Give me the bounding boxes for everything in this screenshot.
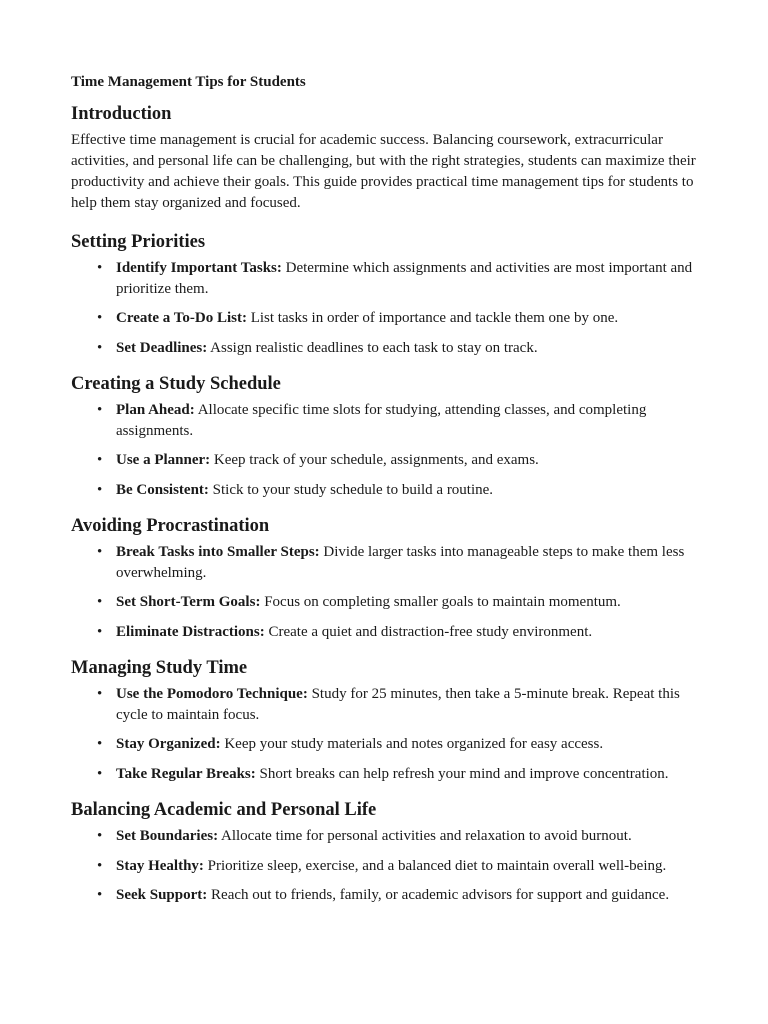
item-label: Use the Pomodoro Technique: [116, 686, 308, 702]
bullet-list [71, 826, 698, 906]
list-item [71, 734, 698, 755]
bullet-icon: • [97, 402, 103, 418]
list-item [71, 622, 698, 643]
introduction-paragraph: Effective time management is crucial for academic success. Balancing coursework, extracurricular activities, and personal life can be challenging, but with the right strategies, students can maximize their productivity and achieve their goals. This guide provides practical time management tips for students to help them stay organized and focused. [71, 132, 696, 211]
section-balancing-life [71, 798, 698, 906]
section-heading: Managing Study Time [71, 658, 248, 678]
item-label: Seek Support: [116, 887, 208, 903]
bullet-icon: • [97, 310, 103, 326]
item-label: Eliminate Distractions: [116, 623, 265, 640]
item-text: Prioritize sleep, exercise, and a balanced diet to maintain overall well-being. [203, 857, 667, 874]
bullet-icon: • [97, 260, 103, 276]
item-label: Break Tasks into Smaller Steps: [116, 544, 320, 560]
bullet-icon: • [97, 623, 103, 640]
bullet-list [71, 684, 698, 784]
item-text: Divide larger tasks into manageable steps to make them less overwhelming. [116, 544, 685, 581]
item-text: Stick to your study schedule to build a routine. [208, 481, 494, 498]
item-label: Set Deadlines: [116, 339, 208, 356]
item-label: Take Regular Breaks: [116, 765, 256, 782]
bullet-icon: • [97, 765, 103, 782]
item-text: Allocate time for personal activities and relaxation to avoid burnout. [218, 828, 632, 844]
document-title: Time Management Tips for Students [71, 74, 306, 90]
bullet-icon: • [97, 857, 103, 874]
bullet-icon: • [97, 887, 103, 903]
bullet-icon: • [97, 686, 103, 702]
item-label: Plan Ahead: [116, 402, 195, 418]
section-heading: Avoiding Procrastination [71, 516, 270, 536]
item-text: Allocate specific time slots for studying, attending classes, and completing assignments. [116, 402, 647, 439]
item-text: Short breaks can help refresh your mind and improve concentration. [255, 765, 669, 782]
item-label: Set Short-Term Goals: [116, 594, 261, 610]
item-text: Keep track of your schedule, assignments, and exams. [210, 452, 539, 468]
list-item [71, 885, 698, 906]
section-introduction [71, 102, 698, 214]
section-heading: Creating a Study Schedule [71, 374, 281, 394]
list-item [71, 856, 698, 877]
item-text: Reach out to friends, family, or academic advisors for support and guidance. [207, 887, 670, 903]
item-text: Create a quiet and distraction-free study environment. [264, 623, 593, 640]
section-avoiding-procrastination [71, 514, 698, 642]
item-label: Set Boundaries: [116, 828, 219, 844]
section-heading: Setting Priorities [71, 232, 206, 252]
bullet-list [71, 258, 698, 358]
item-label: Identify Important Tasks: [116, 260, 282, 276]
bullet-icon: • [97, 544, 103, 560]
item-text: Keep your study materials and notes organized for easy access. [220, 736, 604, 752]
bullet-icon: • [97, 828, 103, 844]
bullet-icon: • [97, 736, 103, 752]
section-setting-priorities [71, 230, 698, 358]
item-label: Stay Healthy: [116, 857, 204, 874]
bullet-list [71, 400, 698, 500]
item-text: Study for 25 minutes, then take a 5-minute break. Repeat this cycle to maintain focus. [116, 686, 680, 723]
list-item [71, 592, 698, 613]
list-item [71, 450, 698, 471]
list-item [71, 826, 698, 847]
item-label: Use a Planner: [116, 452, 211, 468]
list-item [71, 258, 698, 299]
list-item [71, 480, 698, 501]
list-item [71, 684, 698, 725]
item-text: Focus on completing smaller goals to maintain momentum. [260, 594, 621, 610]
item-text: Assign realistic deadlines to each task to stay on track. [207, 339, 538, 356]
item-label: Create a To-Do List: [116, 310, 247, 326]
list-item [71, 542, 698, 583]
list-item [71, 400, 698, 441]
list-item [71, 308, 698, 329]
item-label: Be Consistent: [116, 481, 209, 498]
section-managing-study-time [71, 656, 698, 784]
bullet-icon: • [97, 452, 103, 468]
section-heading: Balancing Academic and Personal Life [71, 800, 377, 820]
bullet-list [71, 542, 698, 642]
bullet-icon: • [97, 339, 103, 356]
bullet-icon: • [97, 481, 103, 498]
item-text: List tasks in order of importance and tackle them one by one. [246, 310, 619, 326]
list-item [71, 764, 698, 785]
list-item [71, 338, 698, 359]
item-label: Stay Organized: [116, 736, 221, 752]
section-heading: Introduction [71, 104, 172, 124]
item-text: Determine which assignments and activities are most important and prioritize them. [116, 260, 693, 297]
section-creating-study-schedule [71, 372, 698, 500]
bullet-icon: • [97, 594, 103, 610]
